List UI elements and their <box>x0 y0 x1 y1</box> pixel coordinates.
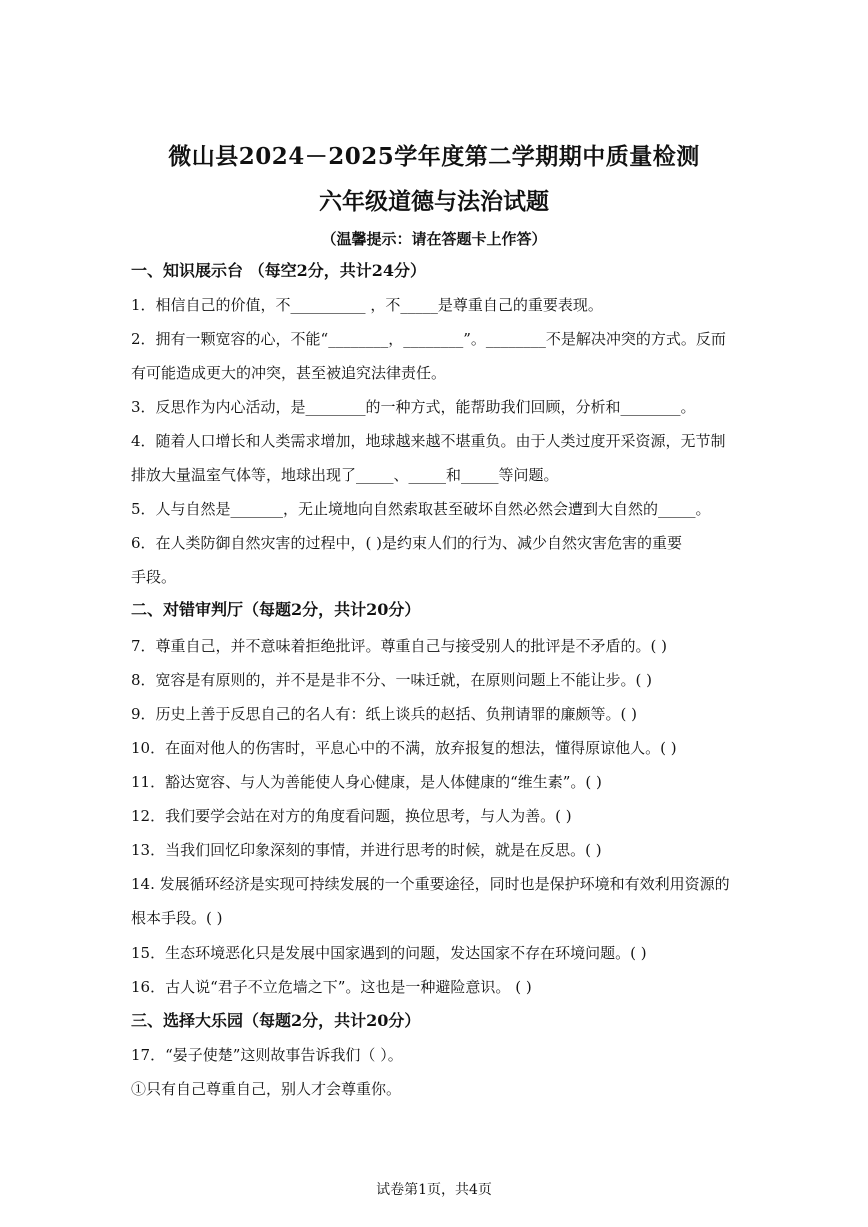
question-line: 2．拥有一颗宽容的心，不能“________，________”。________不是解决冲突的方式。反而 <box>131 330 726 348</box>
question-line: 1．相信自己的价值，不__________ ，不_____是尊重自己的重要表现。 <box>131 296 603 314</box>
question-line: 8．宽容是有原则的，并不是是非不分、一味迁就，在原则问题上不能让步。( ) <box>131 671 653 689</box>
question-line: 4．随着人口增长和人类需求增加，地球越来越不堪重负。由于人类过度开采资源，无节制 <box>131 432 726 450</box>
question-line: 12．我们要学会站在对方的角度看问题，换位思考，与人为善。( ) <box>131 807 572 825</box>
section-heading-3: 三、选择大乐园（每题2分，共计20分） <box>131 1011 421 1030</box>
question-line: 5．人与自然是_______，无止境地向自然索取甚至破坏自然必然会遭到大自然的_____。 <box>131 500 711 518</box>
question-line: 17．“晏子使楚”这则故事告诉我们（ ）。 <box>131 1046 403 1064</box>
question-line: 6．在人类防御自然灾害的过程中，( )是约束人们的行为、减少自然灾害危害的重要 <box>131 534 683 552</box>
section-heading-2: 二、对错审判厅（每题2分，共计20分） <box>131 600 421 619</box>
question-line: 16．古人说“君子不立危墙之下”。这也是一种避险意识。 ( ) <box>131 978 532 996</box>
exam-subtitle: 六年级道德与法治试题 <box>319 188 549 215</box>
question-line: 3．反思作为内心活动，是________的一种方式，能帮助我们回顾，分析和________。 <box>131 398 696 416</box>
section-heading-1: 一、知识展示台 （每空2分，共计24分） <box>131 261 426 280</box>
question-line: 11．豁达宽容、与人为善能使人身心健康，是人体健康的“维生素”。( ) <box>131 773 602 791</box>
question-line: 14. 发展循环经济是实现可持续发展的一个重要途径，同时也是保护环境和有效利用资源的 <box>131 875 730 893</box>
exam-hint: （温馨提示：请在答题卡上作答） <box>321 230 547 248</box>
question-line: 9．历史上善于反思自己的名人有：纸上谈兵的赵括、负荆请罪的廉颇等。( ) <box>131 705 638 723</box>
question-line: 10．在面对他人的伤害时，平息心中的不满，放弃报复的想法，懂得原谅他人。( ) <box>131 739 677 757</box>
exam-title: 微山县2024－2025学年度第二学期期中质量检测 <box>168 143 700 170</box>
question-line: 15．生态环境恶化只是发展中国家遇到的问题，发达国家不存在环境问题。( ) <box>131 944 647 962</box>
question-line: 13．当我们回忆印象深刻的事情，并进行思考的时候，就是在反思。( ) <box>131 841 602 859</box>
option-line: ①只有自己尊重自己，别人才会尊重你。 <box>131 1080 402 1098</box>
page-footer: 试卷第1页，共4页 <box>376 1182 492 1198</box>
question-line: 排放大量温室气体等，地球出现了_____、_____和_____等问题。 <box>131 466 559 484</box>
question-line: 7．尊重自己，并不意味着拒绝批评。尊重自己与接受别人的批评是不矛盾的。( ) <box>131 637 668 655</box>
question-line: 有可能造成更大的冲突，甚至被追究法律责任。 <box>131 364 447 382</box>
question-line: 手段。 <box>131 568 177 586</box>
question-line: 根本手段。( ) <box>131 909 223 927</box>
